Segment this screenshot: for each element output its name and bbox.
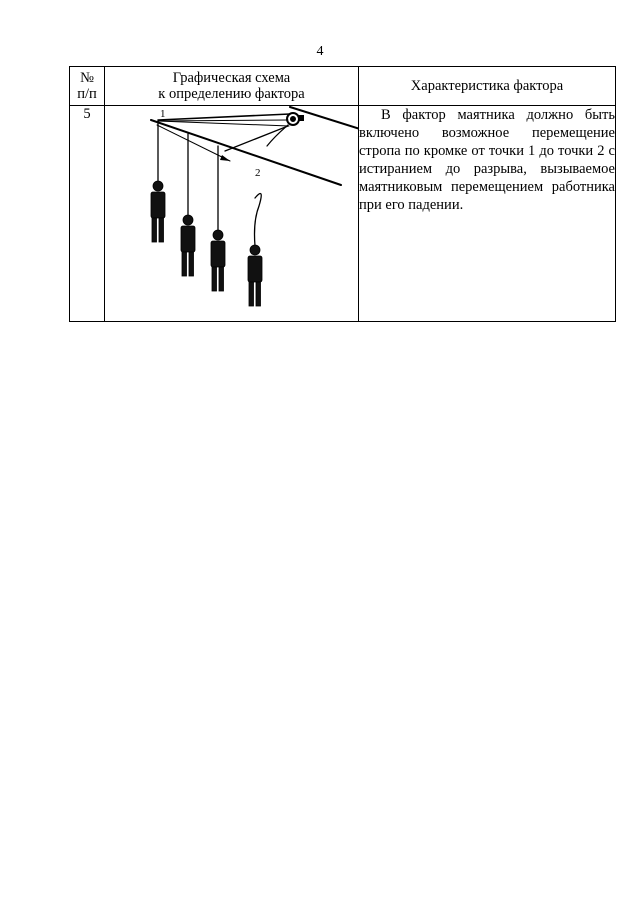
characteristic-text: В фактор маятника должно быть включено возможное перемещение стропа по кромке от точки 1 до точки 2 с истиранием до разрыва, вызываемое маятниковым перемещением работника при его падении. — [359, 107, 615, 213]
table-row — [70, 106, 616, 322]
table-header-row — [70, 67, 616, 106]
factor-table — [69, 66, 616, 322]
factor-characteristic — [359, 106, 616, 322]
pendulum-diagram-svg — [105, 106, 359, 321]
header-scheme: Графическая схема к определению фактора — [105, 67, 359, 106]
page-number: 4 — [316, 44, 324, 59]
pendulum-factor-diagram — [105, 106, 359, 322]
header-number: № п/п — [70, 67, 105, 106]
header-characteristic: Характеристика фактора — [359, 67, 616, 106]
row-number: 5 — [70, 106, 105, 322]
point-2-label: 2 — [255, 167, 261, 179]
point-1-label: 1 — [160, 108, 166, 120]
